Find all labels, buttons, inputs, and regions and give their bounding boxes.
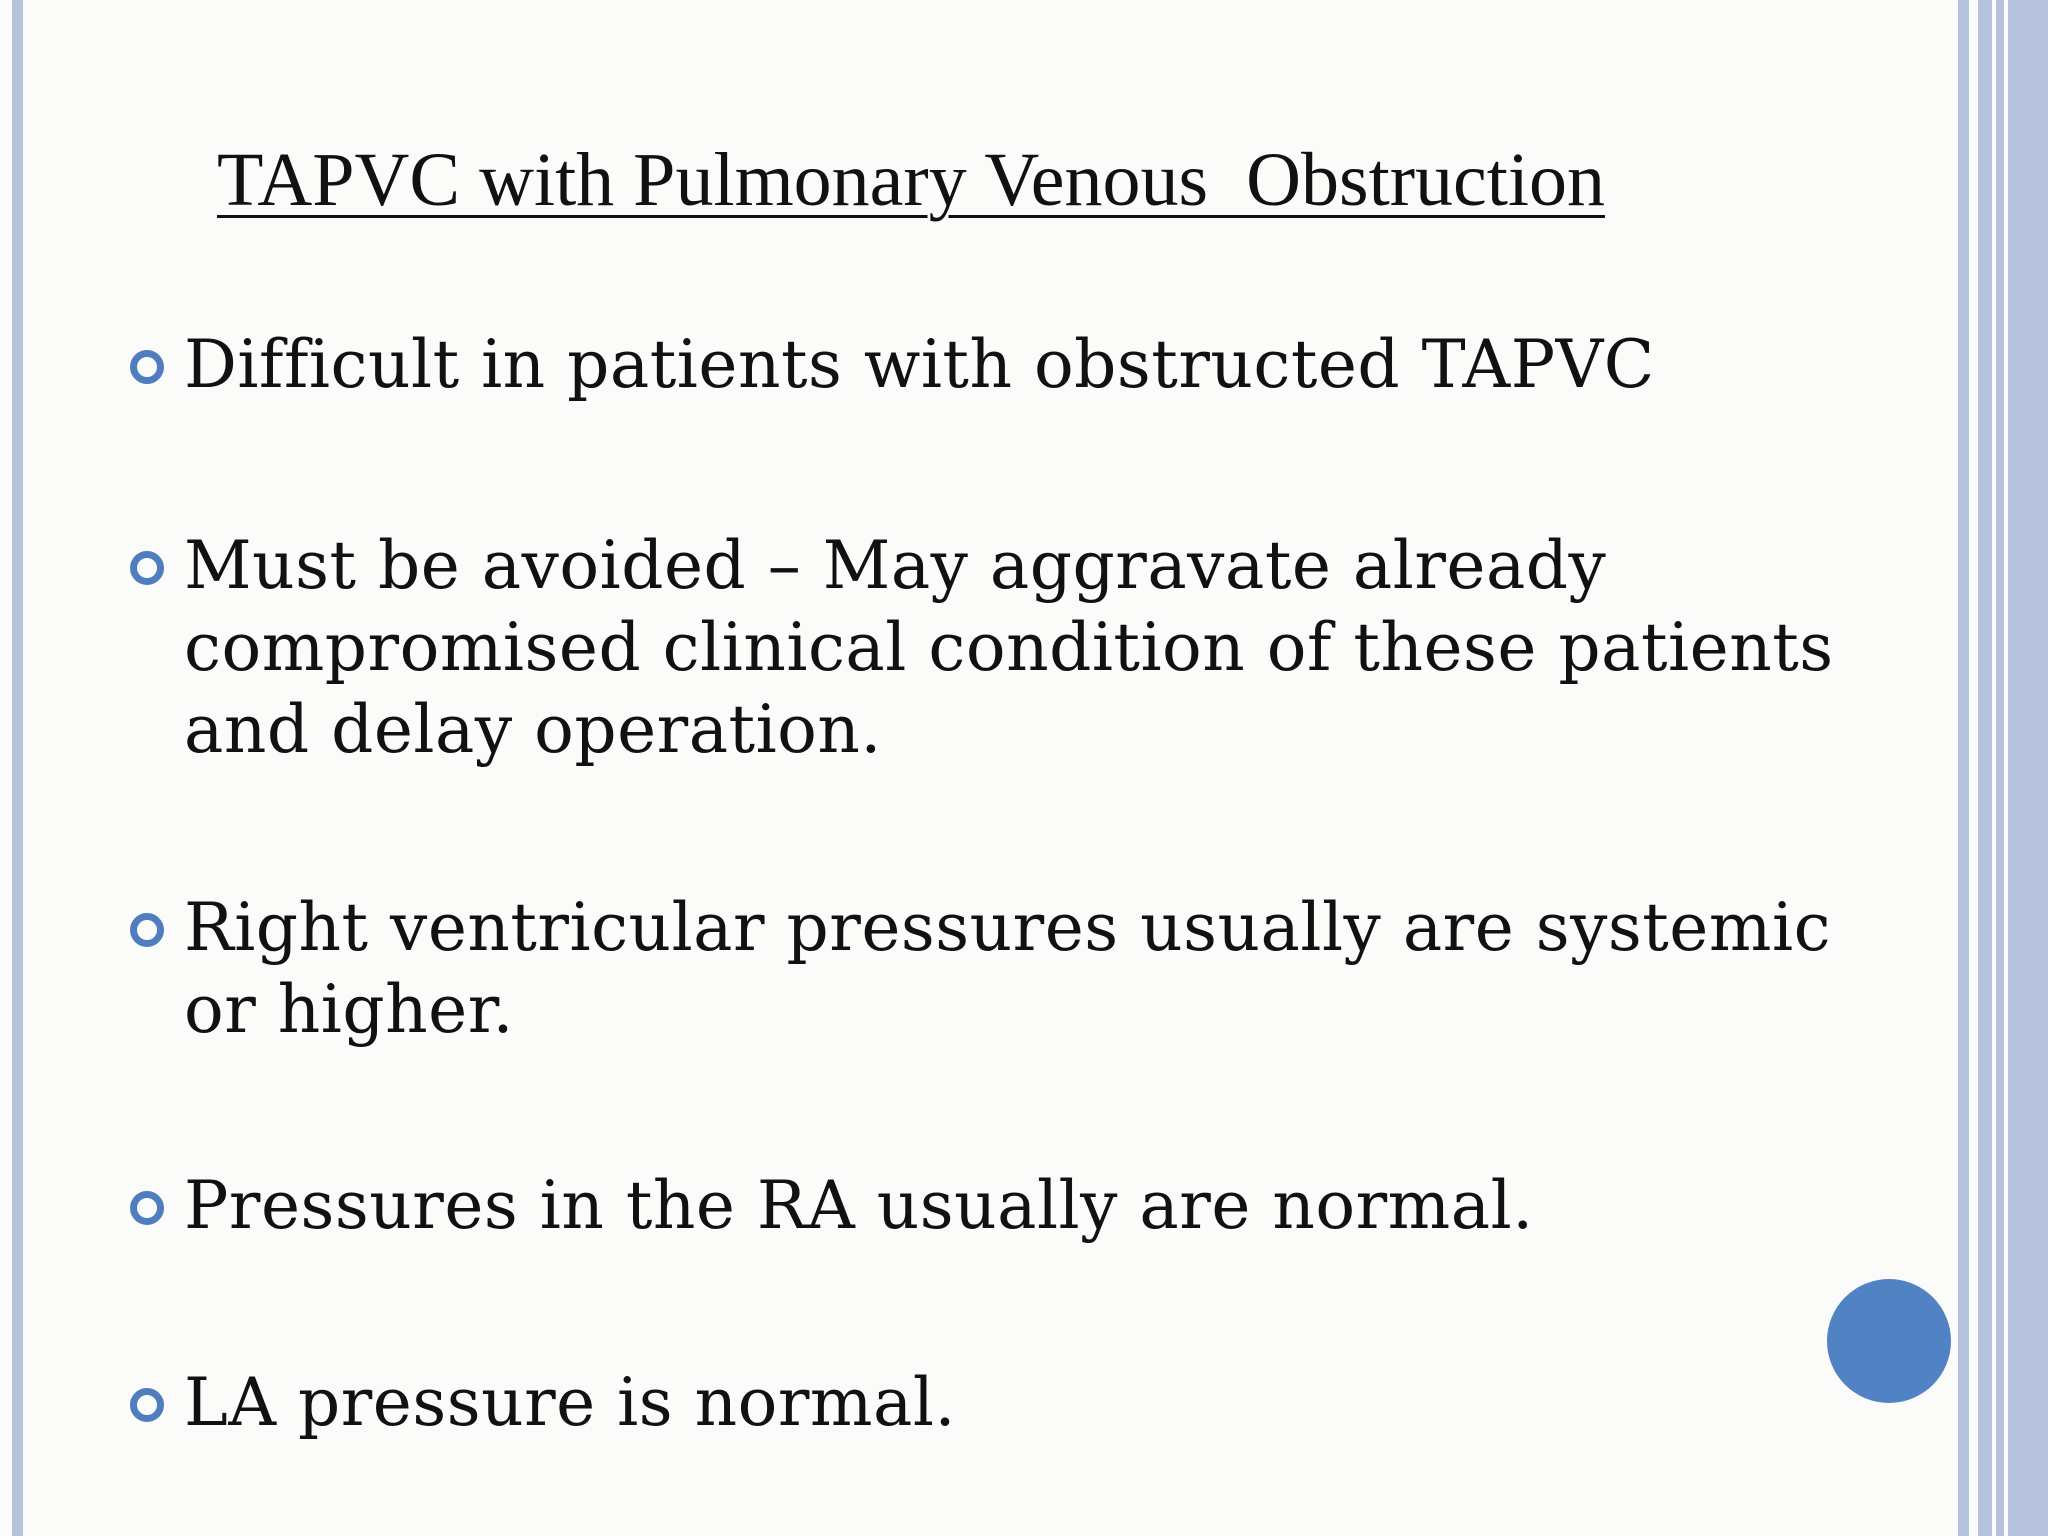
ring-bullet-icon <box>130 913 164 947</box>
bullet-item <box>184 324 1924 406</box>
bullet-text: Difficult in patients with obstructed TAPVC <box>184 326 1655 403</box>
bullet-text: LA pressure is normal. <box>184 1364 956 1441</box>
bullet-item <box>184 525 1924 771</box>
bullet-item <box>184 1165 1924 1247</box>
bullet-text: Right ventricular pressures usually are systemic or higher. <box>184 889 1832 1048</box>
ring-bullet-icon <box>130 1191 164 1225</box>
bullet-text: Pressures in the RA usually are normal. <box>184 1167 1534 1244</box>
ring-bullet-icon <box>130 551 164 585</box>
bullet-item <box>184 887 1924 1051</box>
bullet-item <box>184 1362 1924 1444</box>
ring-bullet-icon <box>130 350 164 384</box>
bullet-text: Must be avoided – May aggravate already compromised clinical condition of these patients and delay operation. <box>184 527 1834 768</box>
ring-bullet-icon <box>130 1388 164 1422</box>
slide-title: TAPVC with Pulmonary Venous Obstruction <box>217 138 1605 222</box>
decorative-circle <box>1827 1279 1951 1403</box>
